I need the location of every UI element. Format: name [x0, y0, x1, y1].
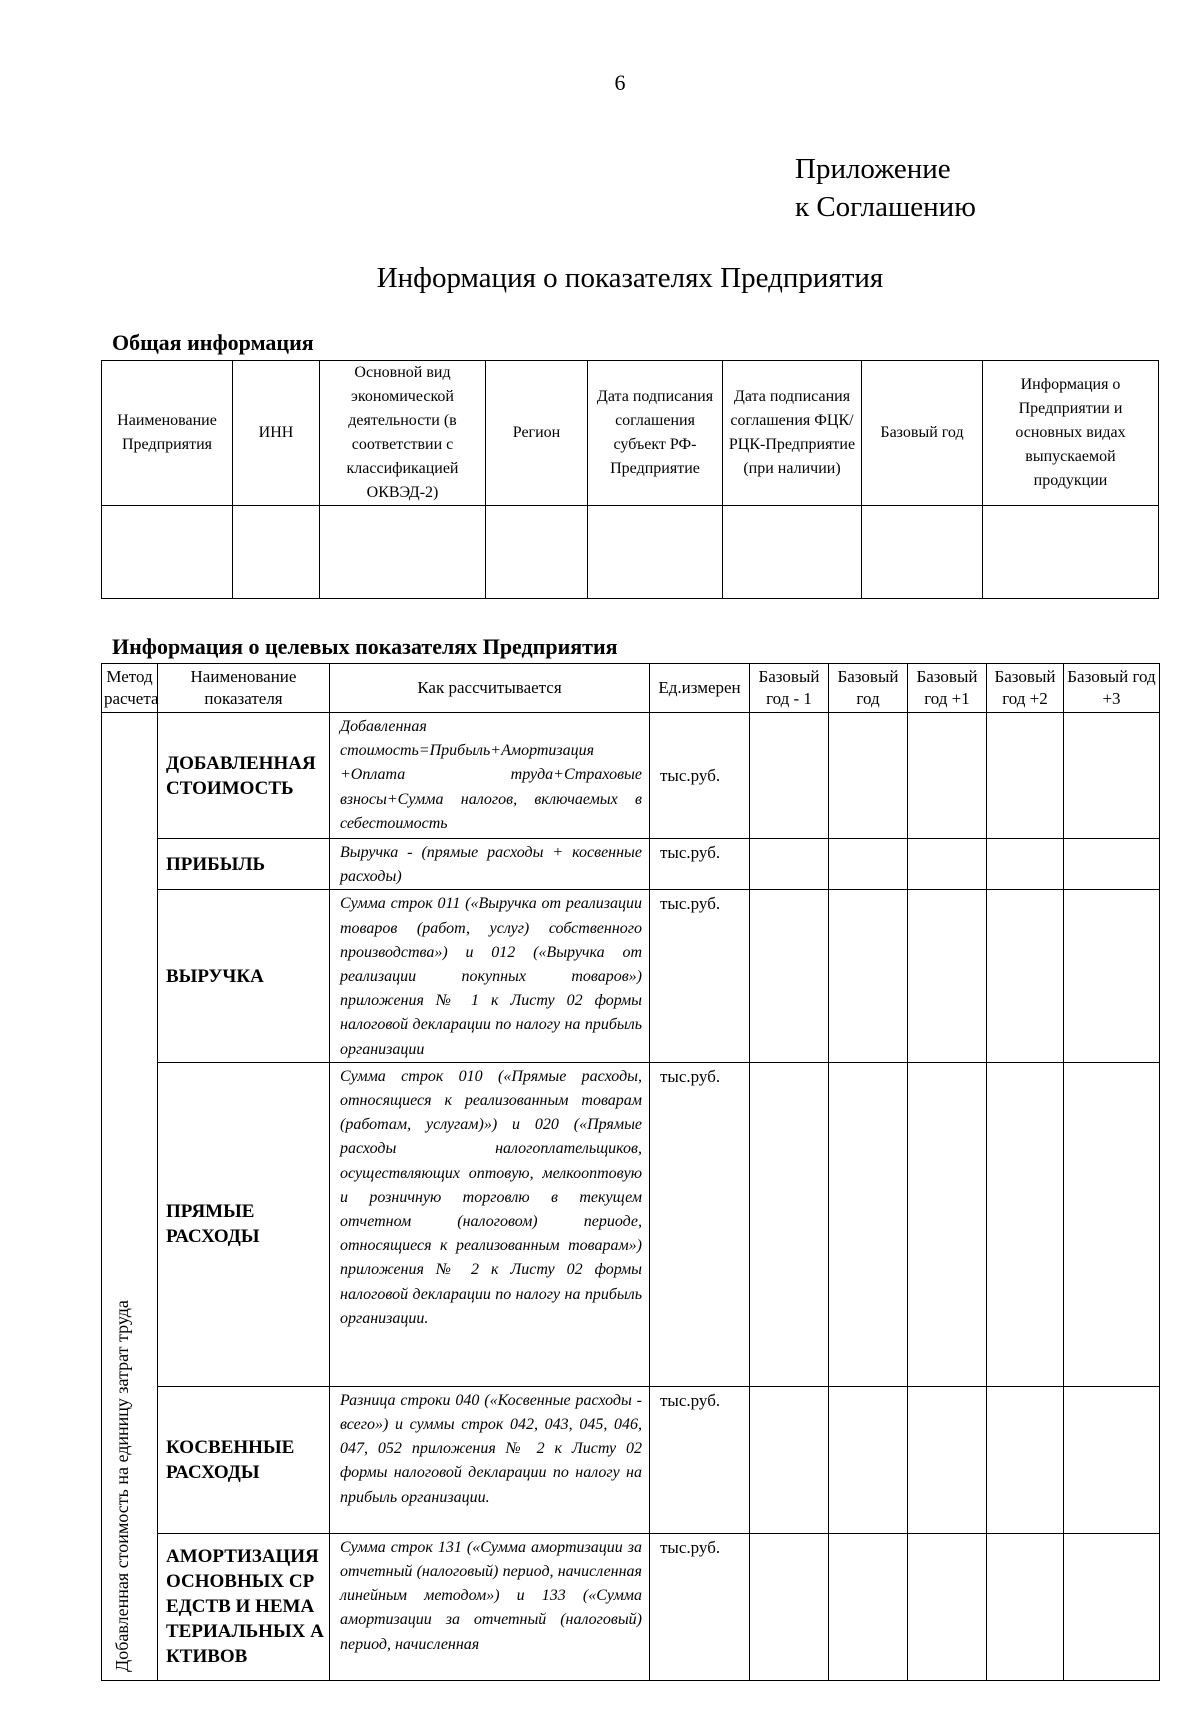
value-cell[interactable]	[908, 713, 987, 839]
value-cell[interactable]	[1064, 713, 1160, 839]
value-cell[interactable]	[987, 1533, 1064, 1680]
indicator-unit: тыс.руб.	[650, 890, 750, 1062]
header-calculation: Как рассчитывается	[330, 664, 650, 713]
header-okved: Основной вид экономической деятельности (в соответствии с классификацией ОКВЭД-2)	[320, 361, 486, 506]
cell-enterprise-name[interactable]	[102, 506, 233, 599]
indicator-name: КОСВЕННЫЕ РАСХОДЫ	[158, 1386, 330, 1533]
target-info-heading: Информация о целевых показателях Предприятия	[112, 634, 618, 659]
indicator-calc: Сумма строк 011 («Выручка от реализации товаров (работ, услуг) собственного производства») и 012 («Выручка от реализации покупных товаров») приложения № 1 к Листу 02 формы налоговой декларации по налогу на прибыль организации	[330, 890, 650, 1062]
value-cell[interactable]	[829, 1062, 908, 1386]
target-indicators-table	[101, 663, 1160, 1681]
indicator-name: ДОБАВЛЕННАЯ СТОИМОСТЬ	[158, 713, 330, 839]
value-cell[interactable]	[908, 890, 987, 1062]
indicator-calc: Сумма строк 010 («Прямые расходы, относящиеся к реализованным товарам (работам, услугам)») и 020 («Прямые расходы налогоплательщиков, осуществляющих оптовую, мелкооптовую и розничную торговлю в текущем отчетном (налоговом) периоде, относящиеся к реализованным товарам») приложения № 2 к Листу 02 формы налоговой декларации по налогу на прибыль организации.	[330, 1062, 650, 1386]
method-label: Добавленная стоимость на единицу затрат труда	[112, 1299, 132, 1672]
cell-region[interactable]	[486, 506, 588, 599]
header-region: Регион	[486, 361, 588, 506]
header-year-plus-2: Базовый год +2	[987, 664, 1064, 713]
appendix-label	[795, 150, 976, 226]
value-cell[interactable]	[908, 1386, 987, 1533]
header-date-subject: Дата подписания соглашения субъект РФ-Предприятие	[588, 361, 723, 506]
table-row	[102, 713, 1160, 839]
value-cell[interactable]	[750, 890, 829, 1062]
header-enterprise-info: Информация о Предприятии и основных видах выпускаемой продукции	[983, 361, 1159, 506]
cell-date-fck[interactable]	[723, 506, 862, 599]
indicator-name: АМОРТИЗАЦИЯ ОСНОВНЫХ СРЕДСТВ И НЕМАТЕРИАЛЬНЫХ АКТИВОВ	[158, 1533, 330, 1680]
header-base-year: Базовый год	[862, 361, 983, 506]
table-row	[102, 1533, 1160, 1680]
value-cell[interactable]	[829, 1386, 908, 1533]
indicator-unit: тыс.руб.	[650, 1386, 750, 1533]
method-cell	[102, 713, 158, 1681]
appendix-line-2: к Соглашению	[795, 191, 976, 223]
cell-date-subject[interactable]	[588, 506, 723, 599]
header-method: Метод расчета	[102, 664, 158, 713]
value-cell[interactable]	[987, 890, 1064, 1062]
indicator-name: ПРЯМЫЕ РАСХОДЫ	[158, 1062, 330, 1386]
header-enterprise-name: Наименование Предприятия	[102, 361, 233, 506]
table-row	[102, 839, 1160, 890]
indicator-unit: тыс.руб.	[650, 1533, 750, 1680]
table-row	[102, 890, 1160, 1062]
table-row	[102, 1062, 1160, 1386]
general-empty-row	[102, 506, 1159, 599]
header-indicator-name: Наименование показателя	[158, 664, 330, 713]
cell-base-year[interactable]	[862, 506, 983, 599]
cell-enterprise-info[interactable]	[983, 506, 1159, 599]
value-cell[interactable]	[908, 1062, 987, 1386]
value-cell[interactable]	[987, 839, 1064, 890]
indicator-unit: тыс.руб.	[650, 839, 750, 890]
value-cell[interactable]	[987, 713, 1064, 839]
page-number: 6	[614, 70, 626, 95]
header-inn: ИНН	[233, 361, 320, 506]
indicator-calc: Разница строки 040 («Косвенные расходы - всего») и суммы строк 042, 043, 045, 046, 047, 052 приложения № 2 к Листу 02 формы налоговой декларации по налогу на прибыль организации.	[330, 1386, 650, 1533]
indicator-name: ПРИБЫЛЬ	[158, 839, 330, 890]
header-year-plus-1: Базовый год +1	[908, 664, 987, 713]
header-year-minus-1: Базовый год - 1	[750, 664, 829, 713]
value-cell[interactable]	[750, 713, 829, 839]
general-header-row	[102, 361, 1159, 506]
value-cell[interactable]	[750, 839, 829, 890]
indicator-name: ВЫРУЧКА	[158, 890, 330, 1062]
value-cell[interactable]	[829, 890, 908, 1062]
indicator-unit: тыс.руб.	[650, 1062, 750, 1386]
value-cell[interactable]	[987, 1386, 1064, 1533]
table-row	[102, 1386, 1160, 1533]
header-unit: Ед.измерен	[650, 664, 750, 713]
value-cell[interactable]	[987, 1062, 1064, 1386]
header-year-plus-3: Базовый год +3	[1064, 664, 1160, 713]
header-date-fck: Дата подписания соглашения ФЦК/РЦК-Предприятие (при наличии)	[723, 361, 862, 506]
value-cell[interactable]	[1064, 1386, 1160, 1533]
indicator-calc: Добавленная стоимость=Прибыль+Амортизация +Оплата труда+Страховые взносы+Сумма налогов, включаемых в себестоимость	[330, 713, 650, 839]
document-title: Информация о показателях Предприятия	[376, 262, 884, 294]
value-cell[interactable]	[750, 1386, 829, 1533]
indicator-calc: Выручка - (прямые расходы + косвенные расходы)	[330, 839, 650, 890]
target-header-row	[102, 664, 1160, 713]
value-cell[interactable]	[829, 1533, 908, 1680]
value-cell[interactable]	[829, 839, 908, 890]
value-cell[interactable]	[908, 839, 987, 890]
value-cell[interactable]	[1064, 839, 1160, 890]
value-cell[interactable]	[1064, 890, 1160, 1062]
appendix-line-1: Приложение	[795, 153, 951, 185]
value-cell[interactable]	[750, 1062, 829, 1386]
header-year-base: Базовый год	[829, 664, 908, 713]
value-cell[interactable]	[829, 713, 908, 839]
value-cell[interactable]	[750, 1533, 829, 1680]
value-cell[interactable]	[1064, 1533, 1160, 1680]
value-cell[interactable]	[908, 1533, 987, 1680]
cell-inn[interactable]	[233, 506, 320, 599]
indicator-unit: тыс.руб.	[650, 713, 750, 839]
general-info-table	[101, 360, 1159, 599]
indicator-calc: Сумма строк 131 («Сумма амортизации за отчетный (налоговый) период, начисленная линейным методом») и 133 («Сумма амортизации за отчетный (налоговый) период, начисленная	[330, 1533, 650, 1680]
general-info-heading: Общая информация	[112, 330, 314, 355]
value-cell[interactable]	[1064, 1062, 1160, 1386]
cell-okved[interactable]	[320, 506, 486, 599]
